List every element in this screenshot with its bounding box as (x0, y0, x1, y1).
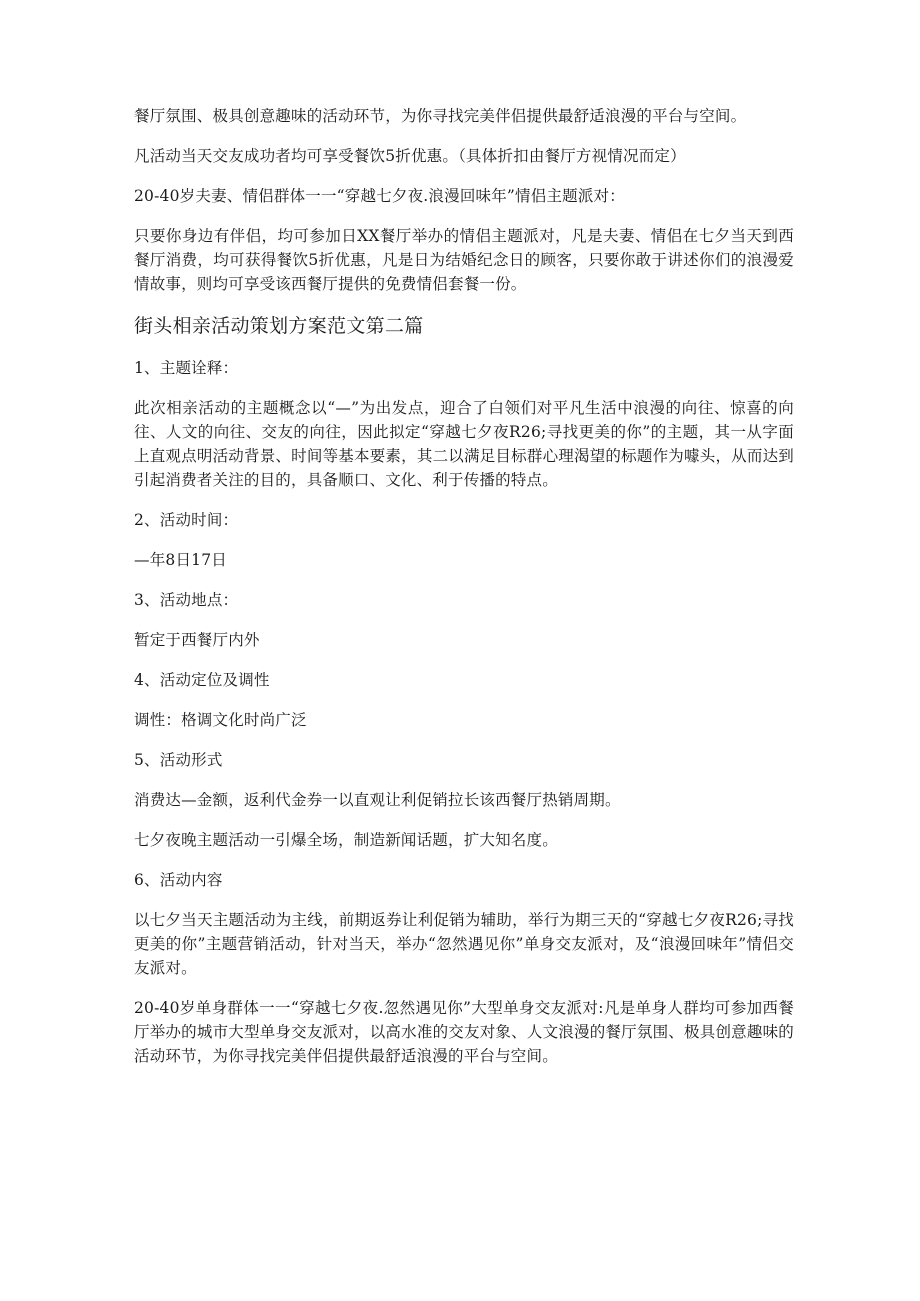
section-title: 街头相亲活动策划方案范文第二篇 (134, 315, 424, 337)
form-label: 5、活动形式 (134, 751, 223, 769)
content-text-1: 以七夕当天主题活动为主线，前期返券让利促销为辅助，举行为期三天的“穿越七夕夜R26;寻找更美的你”主题营销活动，针对当天，举办“忽然遇见你”单身交友派对，及“浪漫回味年”情侣交友派对。 (134, 911, 794, 977)
place-label: 3、活动地点： (134, 591, 239, 609)
theme-label: 1、主题诠释： (134, 359, 239, 377)
intro-paragraph-4: 只要你身边有伴侣，均可参加日XX餐厅举办的情侣主题派对，凡是夫妻、情侣在七夕当天到西餐厅消费，均可获得餐饮5折优惠，凡是日为结婚纪念日的顾客，只要你敢于讲述你们的浪漫爱情故事，则均可享受该西餐厅提供的免费情侣套餐一份。 (134, 227, 794, 293)
intro-paragraph-1: 餐厅氛围、极具创意趣味的活动环节，为你寻找完美伴侣提供最舒适浪漫的平台与空间。 (134, 107, 747, 125)
intro-paragraph-3: 20-40岁夫妻、情侣群体一一“穿越七夕夜.浪漫回味年”情侣主题派对： (134, 187, 625, 205)
position-label: 4、活动定位及调性 (134, 671, 270, 689)
time-label: 2、活动时间： (134, 511, 239, 529)
content-label: 6、活动内容 (134, 871, 223, 889)
place-text: 暂定于西餐厅内外 (134, 631, 260, 649)
theme-text: 此次相亲活动的主题概念以“—”为出发点，迎合了白领们对平凡生活中浪漫的向往、惊喜的向往、人文的向往、交友的向往，因此拟定“穿越七夕夜R26;寻找更美的你”的主题，其一从字面上直观点明活动背景、时间等基本要素，其二以满足目标群心理渴望的标题作为噱头，从而达到引起消费者关注的目的，具备顺口、文化、利于传播的特点。 (134, 399, 794, 489)
time-text: —年8日17日 (134, 551, 227, 569)
form-text-2: 七夕夜晚主题活动一引爆全场，制造新闻话题，扩大知名度。 (134, 831, 558, 849)
form-text-1: 消费达—金额，返利代金券一以直观让利促销拉长该西餐厅热销周期。 (134, 791, 621, 809)
content-text-2: 20-40岁单身群体一一“穿越七夕夜.忽然遇见你”大型单身交友派对:凡是单身人群均可参加西餐厅举办的城市大型单身交友派对，以高水准的交友对象、人文浪漫的餐厅氛围、极具创意趣味的活动环节，为你寻找完美伴侣提供最舒适浪漫的平台与空间。 (134, 999, 794, 1065)
position-text: 调性：格调文化时尚广泛 (134, 711, 307, 729)
document-page (134, 104, 794, 1068)
intro-paragraph-2: 凡活动当天交友成功者均可享受餐饮5折优惠。（具体折扣由餐厅方视情况而定） (134, 147, 686, 165)
